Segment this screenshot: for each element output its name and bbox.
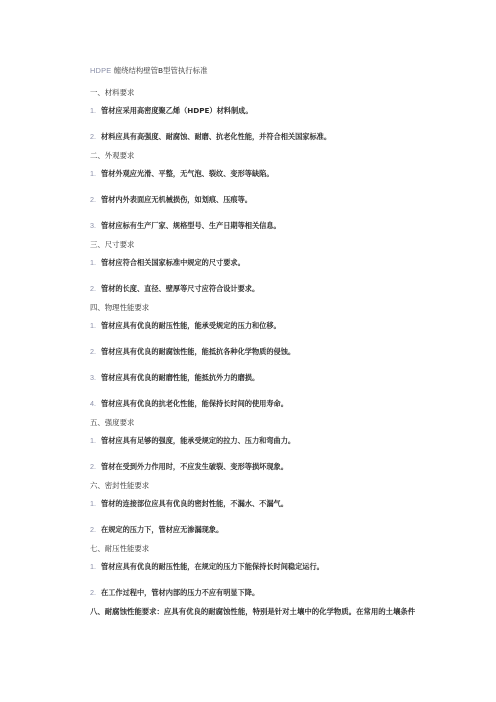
list-item bbox=[90, 169, 490, 179]
list-item bbox=[90, 258, 490, 268]
section-heading: 六、密封性能要求 bbox=[90, 481, 150, 490]
list-item-text: 管材应具有优良的耐磨性能，能抵抗外力的磨损。 bbox=[101, 373, 260, 382]
section-heading: 四、物理性能要求 bbox=[90, 303, 150, 312]
sections-container bbox=[90, 88, 490, 598]
section bbox=[90, 88, 490, 142]
list-item bbox=[90, 106, 490, 116]
list-item-number: 1. bbox=[90, 436, 96, 445]
list-item-number: 2. bbox=[90, 284, 96, 293]
list-item bbox=[90, 373, 490, 383]
list-item bbox=[90, 462, 490, 472]
list-item bbox=[90, 221, 490, 231]
list-item-number: 2. bbox=[90, 588, 96, 597]
list-item bbox=[90, 321, 490, 331]
list-item-number: 1. bbox=[90, 562, 96, 571]
list-item-number: 1. bbox=[90, 321, 96, 330]
list-item bbox=[90, 132, 490, 142]
list-item bbox=[90, 499, 490, 509]
title-main: 缠绕结构壁管B型管执行标准 bbox=[113, 66, 208, 75]
list-item-text: 在工作过程中，管材内部的压力不应有明显下降。 bbox=[101, 588, 260, 597]
section bbox=[90, 151, 490, 231]
list-item bbox=[90, 195, 490, 205]
list-item-number: 1. bbox=[90, 106, 96, 115]
section bbox=[90, 481, 490, 535]
list-item-text: 管材内外表面应无机械损伤，如划痕、压痕等。 bbox=[101, 195, 252, 204]
list-item-text: 在规定的压力下，管材应无渗漏现象。 bbox=[101, 525, 224, 534]
section bbox=[90, 303, 490, 409]
list-item-number: 4. bbox=[90, 399, 96, 408]
list-item-text: 管材的连接部位应具有优良的密封性能，不漏水、不漏气。 bbox=[101, 499, 288, 508]
document-title bbox=[90, 66, 490, 76]
list-item bbox=[90, 436, 490, 446]
section bbox=[90, 544, 490, 598]
section bbox=[90, 240, 490, 294]
list-item-text: 管材应具有优良的耐压性能，能承受规定的压力和位移。 bbox=[101, 321, 281, 330]
list-item bbox=[90, 399, 490, 409]
list-item-text: 管材应具有足够的强度，能承受规定的拉力、压力和弯曲力。 bbox=[101, 436, 296, 445]
final-paragraph: 八、耐腐蚀性能要求：应具有优良的耐腐蚀性能，特别是针对土壤中的化学物质。在常用的土壤条件 bbox=[90, 607, 416, 616]
list-item-number: 2. bbox=[90, 132, 96, 141]
document-page bbox=[90, 66, 490, 617]
list-item-number: 2. bbox=[90, 525, 96, 534]
section-heading: 一、材料要求 bbox=[90, 88, 135, 97]
list-item-number: 3. bbox=[90, 221, 96, 230]
title-prefix: HDPE bbox=[90, 66, 112, 75]
list-item-text: 管材应标有生产厂家、规格型号、生产日期等相关信息。 bbox=[101, 221, 281, 230]
list-item bbox=[90, 347, 490, 357]
list-item-text: 管材应采用高密度聚乙烯（HDPE）材料制成。 bbox=[101, 106, 253, 115]
list-item bbox=[90, 525, 490, 535]
list-item-text: 管材应具有优良的抗老化性能，能保持长时间的使用寿命。 bbox=[101, 399, 288, 408]
list-item-number: 1. bbox=[90, 169, 96, 178]
list-item-text: 管材应符合相关国家标准中规定的尺寸要求。 bbox=[101, 258, 245, 267]
section-heading: 三、尺寸要求 bbox=[90, 240, 135, 249]
list-item-text: 管材在受到外力作用时，不应发生破裂、变形等损坏现象。 bbox=[101, 462, 288, 471]
section-heading: 二、外观要求 bbox=[90, 151, 135, 160]
section-heading: 七、耐压性能要求 bbox=[90, 544, 150, 553]
list-item-text: 管材外观应光滑、平整，无气泡、裂纹、变形等缺陷。 bbox=[101, 169, 274, 178]
list-item-text: 材料应具有高强度、耐腐蚀、耐磨、抗老化性能，并符合相关国家标准。 bbox=[101, 132, 332, 141]
list-item bbox=[90, 562, 490, 572]
list-item bbox=[90, 588, 490, 598]
section-heading: 五、强度要求 bbox=[90, 418, 135, 427]
list-item-number: 2. bbox=[90, 462, 96, 471]
list-item-number: 2. bbox=[90, 195, 96, 204]
list-item-number: 1. bbox=[90, 258, 96, 267]
list-item-text: 管材的长度、直径、壁厚等尺寸应符合设计要求。 bbox=[101, 284, 260, 293]
section bbox=[90, 418, 490, 472]
list-item bbox=[90, 284, 490, 294]
list-item-text: 管材应具有优良的耐压性能，在规定的压力下能保持长时间稳定运行。 bbox=[101, 562, 324, 571]
list-item-number: 3. bbox=[90, 373, 96, 382]
list-item-number: 2. bbox=[90, 347, 96, 356]
list-item-number: 1. bbox=[90, 499, 96, 508]
list-item-text: 管材应具有优良的耐腐蚀性能，能抵抗各种化学物质的侵蚀。 bbox=[101, 347, 296, 356]
